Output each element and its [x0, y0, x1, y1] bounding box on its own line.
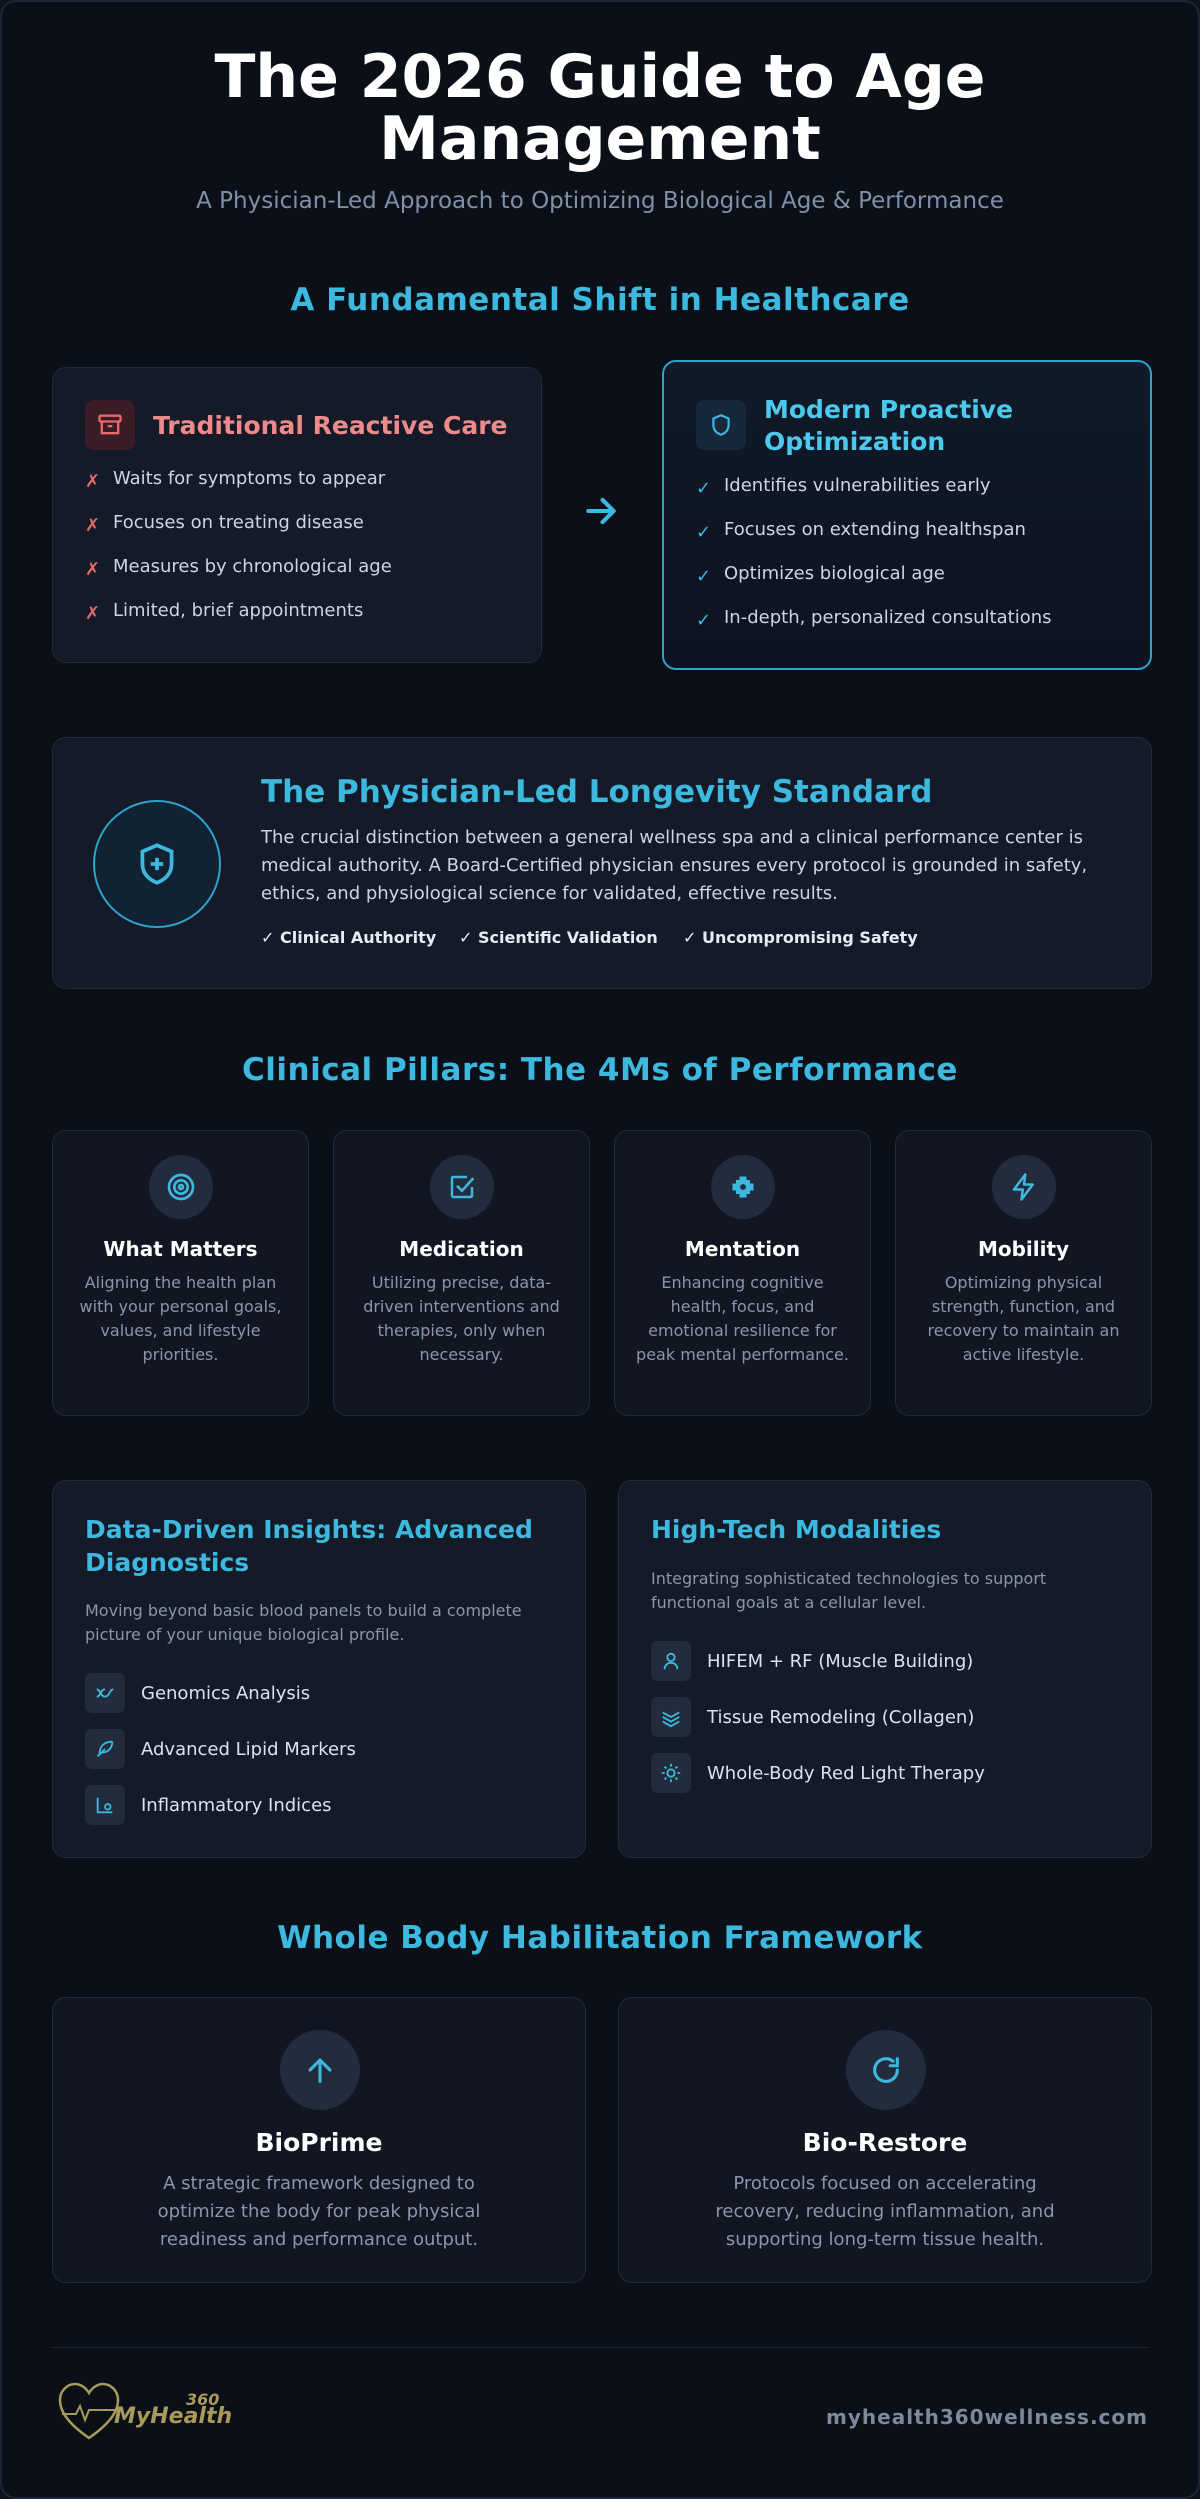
page-subtitle: A Physician-Led Approach to Optimizing Biological Age & Performance [196, 188, 1004, 214]
pillar-title: Mentation [684, 1237, 801, 1261]
pillar-desc: Aligning the health plan with your personal goals, values, and lifestyle priorities. [79, 1273, 282, 1364]
shield-icon [696, 400, 746, 450]
modalities-item: HIFEM + RF (Muscle Building) [707, 1651, 974, 1672]
pillar-card-mobility [895, 1130, 1152, 1416]
cross-icon: ✗ [85, 515, 101, 536]
framework-card-bioprime [52, 1997, 586, 2283]
modern-item: Focuses on extending healthspan [724, 519, 1026, 540]
sun-icon [651, 1753, 691, 1793]
framework-heading: Whole Body Habilitation Framework [277, 1920, 923, 1956]
diagnostics-title: Data-Driven Insights: Advanced Diagnostics [85, 1515, 533, 1577]
modalities-item: Whole-Body Red Light Therapy [707, 1763, 985, 1784]
refresh-icon [846, 2030, 926, 2110]
target-icon [149, 1155, 213, 1219]
framework-title: Bio-Restore [802, 2128, 968, 2157]
modern-item: Identifies vulnerabilities early [724, 475, 991, 496]
framework-title: BioPrime [255, 2128, 383, 2157]
shift-heading: A Fundamental Shift in Healthcare [290, 282, 910, 318]
website-url[interactable]: myhealth360wellness.com [826, 2405, 1148, 2429]
longevity-standard-card [52, 737, 1152, 989]
framework-desc: A strategic framework designed to optimize the body for peak physical readiness and performance output. [157, 2173, 481, 2250]
diagnostics-item: Advanced Lipid Markers [141, 1739, 356, 1760]
pillar-title: Mobility [977, 1237, 1070, 1261]
traditional-item: Focuses on treating disease [113, 512, 364, 533]
tag-clinical-authority: ✓ Clinical Authority [261, 928, 437, 947]
diagnostics-item: Inflammatory Indices [141, 1795, 332, 1816]
modalities-item: Tissue Remodeling (Collagen) [707, 1707, 975, 1728]
logo-sup: 360 [186, 2390, 220, 2409]
modalities-body: Integrating sophisticated technologies to support functional goals at a cellular level. [651, 1569, 1047, 1612]
cross-icon: ✗ [85, 559, 101, 580]
dna-icon [85, 1673, 125, 1713]
pillar-title: Medication [399, 1237, 524, 1261]
traditional-item: Measures by chronological age [113, 556, 392, 577]
modern-optimization-title: Modern Proactive Optimization [764, 395, 1014, 456]
chart-axis-icon [85, 1785, 125, 1825]
pillar-desc: Utilizing precise, data-driven interventions and therapies, only when necessary. [363, 1273, 560, 1364]
traditional-item: Limited, brief appointments [113, 600, 364, 621]
shield-plus-icon [93, 800, 221, 928]
footer-divider [52, 2347, 1148, 2348]
pillar-desc: Enhancing cognitive health, focus, and emotional resilience for peak mental performance. [636, 1273, 849, 1364]
check-icon: ✓ [696, 522, 712, 543]
check-icon: ✓ [696, 610, 712, 631]
user-icon [651, 1641, 691, 1681]
arrow-right-icon [582, 492, 620, 534]
traditional-care-card [52, 367, 542, 663]
check-icon: ✓ [696, 478, 712, 499]
logo-text: MyHealth [114, 2404, 233, 2429]
cross-icon: ✗ [85, 603, 101, 624]
pillars-heading: Clinical Pillars: The 4Ms of Performance [242, 1052, 958, 1088]
diagnostics-item: Genomics Analysis [141, 1683, 311, 1704]
modern-item: Optimizes biological age [724, 563, 945, 584]
check-icon: ✓ [696, 566, 712, 587]
pillar-card-what-matters [52, 1130, 309, 1416]
page-title: The 2026 Guide to Age Management [214, 42, 986, 174]
brand-logo [56, 2380, 236, 2444]
feather-icon [85, 1729, 125, 1769]
archive-icon [85, 400, 135, 450]
traditional-care-title: Traditional Reactive Care [153, 411, 508, 440]
pillar-title: What Matters [103, 1237, 258, 1261]
pillar-desc: Optimizing physical strength, function, and recovery to maintain an active lifestyle. [927, 1273, 1120, 1364]
modern-item: In-depth, personalized consultations [724, 607, 1052, 628]
arrow-up-icon [280, 2030, 360, 2110]
cross-icon: ✗ [85, 471, 101, 492]
diagnostics-body: Moving beyond basic blood panels to build a complete picture of your unique biological profile. [85, 1601, 522, 1644]
modalities-card [618, 1480, 1152, 1858]
modalities-title: High-Tech Modalities [651, 1515, 942, 1544]
modern-optimization-card [662, 360, 1152, 670]
pillar-card-mentation [614, 1130, 871, 1416]
framework-desc: Protocols focused on accelerating recovery, reducing inflammation, and supporting long-term tissue health. [715, 2173, 1055, 2250]
standard-title: The Physician-Led Longevity Standard [261, 774, 933, 810]
tag-scientific-validation: ✓ Scientific Validation [459, 928, 658, 947]
checkbox-icon [430, 1155, 494, 1219]
traditional-item: Waits for symptoms to appear [113, 468, 386, 489]
tag-uncompromising-safety: ✓ Uncompromising Safety [683, 928, 918, 947]
framework-card-bio-restore [618, 1997, 1152, 2283]
layers-icon [651, 1697, 691, 1737]
brain-icon [711, 1155, 775, 1219]
diagnostics-card [52, 1480, 586, 1858]
standard-body: The crucial distinction between a general wellness spa and a clinical performance center is medical authority. A Board-Certified physician ensures every protocol is grounded in safety, ethics, and physiological science for validated, effective results. [261, 827, 1088, 904]
pillar-card-medication [333, 1130, 590, 1416]
bolt-icon [992, 1155, 1056, 1219]
